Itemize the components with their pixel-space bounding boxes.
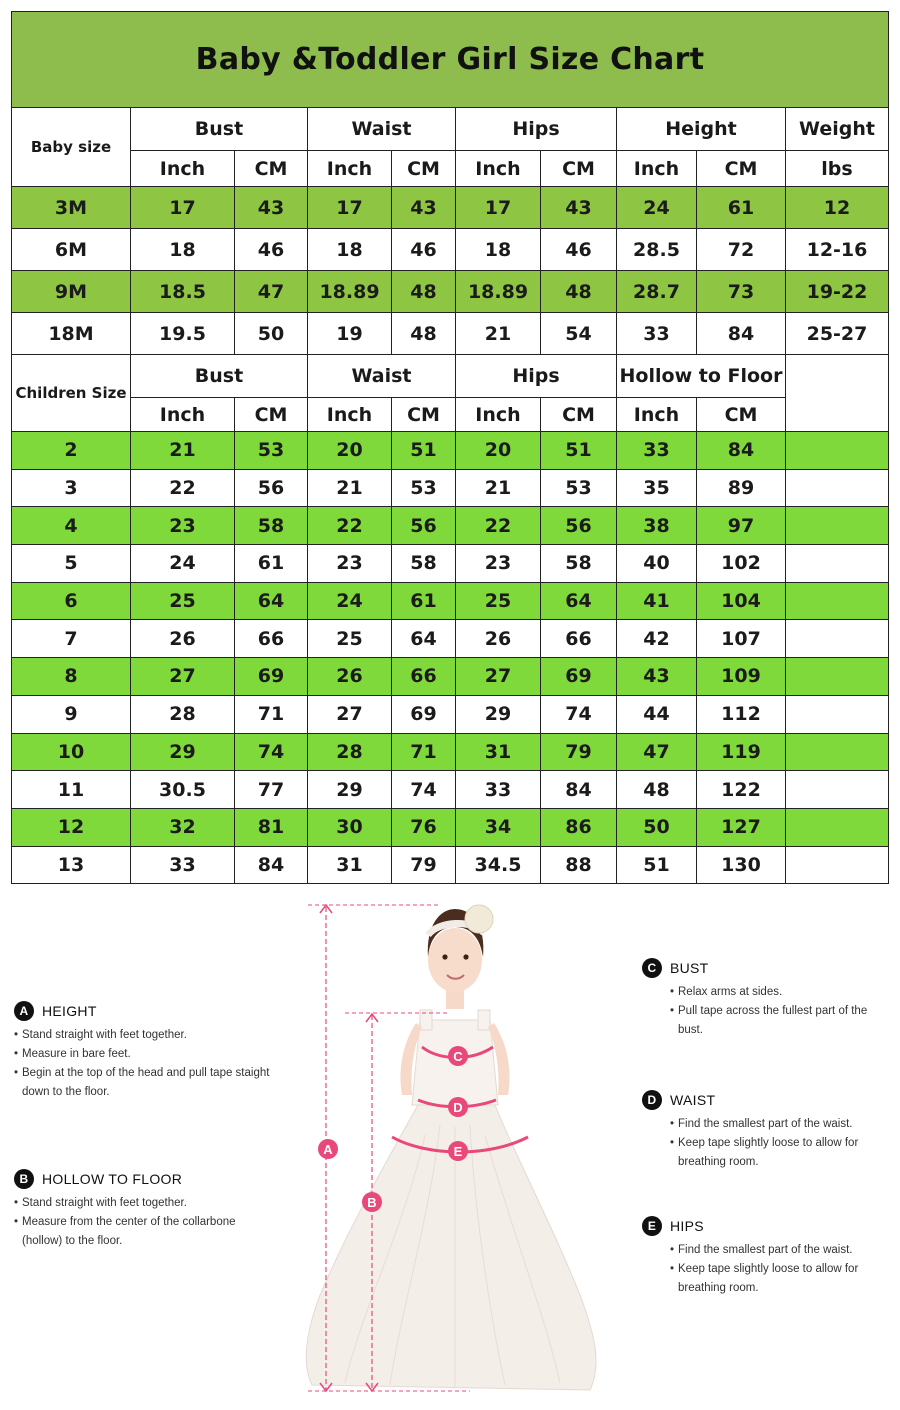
table-cell: 23 <box>131 507 235 545</box>
table-row <box>12 733 889 771</box>
table-cell: 127 <box>697 808 786 846</box>
size-label-cell: 13 <box>12 846 131 884</box>
table-cell: 18 <box>131 229 235 271</box>
empty-cell <box>786 733 889 771</box>
table-cell: 104 <box>697 582 786 620</box>
table-cell: 56 <box>541 507 617 545</box>
note-title: WAIST <box>670 1092 716 1108</box>
unit-header: CM <box>235 398 308 432</box>
table-cell: 33 <box>617 313 697 355</box>
table-cell: 69 <box>235 658 308 696</box>
unit-header: Inch <box>308 151 392 187</box>
note-point: • Stand straight with feet together. <box>14 1194 264 1213</box>
table-cell: 26 <box>131 620 235 658</box>
empty-cell <box>786 658 889 696</box>
table-cell: 73 <box>697 271 786 313</box>
table-row <box>12 187 889 229</box>
table-cell: 43 <box>541 187 617 229</box>
table-cell: 69 <box>541 658 617 696</box>
note-point: • Measure from the center of the collarbone (hollow) to the floor. <box>14 1213 264 1251</box>
baby-group-waist: Waist <box>308 108 456 151</box>
table-cell: 17 <box>308 187 392 229</box>
table-cell: 18.89 <box>308 271 392 313</box>
table-cell: 32 <box>131 808 235 846</box>
table-cell: 22 <box>308 507 392 545</box>
child-group-waist: Waist <box>308 355 456 398</box>
note-point: • Keep tape slightly loose to allow for breathing room. <box>670 1260 887 1298</box>
eye-left <box>442 954 447 959</box>
table-row <box>12 658 889 696</box>
table-cell: 53 <box>392 469 456 507</box>
table-cell: 69 <box>392 695 456 733</box>
table-cell: 66 <box>235 620 308 658</box>
table-cell: 44 <box>617 695 697 733</box>
table-cell: 43 <box>617 658 697 696</box>
table-cell: 88 <box>541 846 617 884</box>
table-cell: 109 <box>697 658 786 696</box>
table-row <box>12 545 889 583</box>
table-cell: 86 <box>541 808 617 846</box>
table-cell: 22 <box>131 469 235 507</box>
note-point: • Find the smallest part of the waist. <box>670 1115 887 1134</box>
note-hips <box>642 1216 887 1298</box>
table-cell: 21 <box>131 432 235 470</box>
empty-cell <box>786 432 889 470</box>
table-cell: 18.89 <box>456 271 541 313</box>
table-cell: 81 <box>235 808 308 846</box>
table-cell: 48 <box>392 271 456 313</box>
table-cell: 58 <box>392 545 456 583</box>
table-cell: 21 <box>308 469 392 507</box>
unit-header: Inch <box>131 398 235 432</box>
table-cell: 28.5 <box>617 229 697 271</box>
table-cell: 38 <box>617 507 697 545</box>
table-cell: 43 <box>392 187 456 229</box>
table-cell: 35 <box>617 469 697 507</box>
table-cell: 130 <box>697 846 786 884</box>
baby-group-weight: Weight <box>786 108 889 151</box>
table-cell: 17 <box>456 187 541 229</box>
letter-e-badge: E <box>642 1216 662 1236</box>
table-row <box>12 808 889 846</box>
table-cell: 29 <box>308 771 392 809</box>
size-label-cell: 2 <box>12 432 131 470</box>
table-row <box>12 469 889 507</box>
note-height <box>14 1001 274 1102</box>
table-cell: 25 <box>308 620 392 658</box>
table-cell: 89 <box>697 469 786 507</box>
note-point: • Measure in bare feet. <box>14 1045 274 1064</box>
table-cell: 71 <box>392 733 456 771</box>
table-cell: 97 <box>697 507 786 545</box>
size-label-cell: 5 <box>12 545 131 583</box>
baby-size-label: Baby size <box>12 108 131 187</box>
table-cell: 77 <box>235 771 308 809</box>
table-cell: 20 <box>308 432 392 470</box>
table-cell: 79 <box>392 846 456 884</box>
table-cell: 21 <box>456 469 541 507</box>
size-label-cell: 6 <box>12 582 131 620</box>
letter-c-badge: C <box>642 958 662 978</box>
size-label-cell: 3M <box>12 187 131 229</box>
table-cell: 119 <box>697 733 786 771</box>
note-point: • Relax arms at sides. <box>670 983 882 1002</box>
baby-group-hips: Hips <box>456 108 617 151</box>
table-cell: 19-22 <box>786 271 889 313</box>
table-cell: 64 <box>235 582 308 620</box>
table-cell: 18 <box>456 229 541 271</box>
empty-cell <box>786 507 889 545</box>
table-cell: 74 <box>541 695 617 733</box>
empty-cell <box>786 695 889 733</box>
note-title: HIPS <box>670 1218 704 1234</box>
size-label-cell: 11 <box>12 771 131 809</box>
unit-header: Inch <box>456 151 541 187</box>
table-cell: 50 <box>617 808 697 846</box>
table-row <box>12 582 889 620</box>
note-title: BUST <box>670 960 709 976</box>
letter-b-badge: B <box>14 1169 34 1189</box>
table-cell: 84 <box>697 432 786 470</box>
empty-cell <box>786 771 889 809</box>
table-cell: 41 <box>617 582 697 620</box>
table-cell: 18 <box>308 229 392 271</box>
unit-header: lbs <box>786 151 889 187</box>
size-chart-table <box>11 11 889 884</box>
table-cell: 28 <box>131 695 235 733</box>
empty-cell <box>786 620 889 658</box>
table-cell: 84 <box>235 846 308 884</box>
girl-dress-illustration <box>290 895 620 1400</box>
table-cell: 51 <box>541 432 617 470</box>
size-label-cell: 9 <box>12 695 131 733</box>
child-group-hips: Hips <box>456 355 617 398</box>
table-cell: 24 <box>131 545 235 583</box>
table-cell: 19.5 <box>131 313 235 355</box>
table-cell: 40 <box>617 545 697 583</box>
size-label-cell: 12 <box>12 808 131 846</box>
table-cell: 76 <box>392 808 456 846</box>
table-cell: 66 <box>392 658 456 696</box>
note-bust <box>642 958 882 1040</box>
table-row <box>12 507 889 545</box>
letter-d-badge: D <box>642 1090 662 1110</box>
table-cell: 84 <box>697 313 786 355</box>
note-title: HOLLOW TO FLOOR <box>42 1171 183 1187</box>
unit-header: Inch <box>617 151 697 187</box>
table-row <box>12 695 889 733</box>
table-cell: 33 <box>617 432 697 470</box>
table-cell: 64 <box>392 620 456 658</box>
table-cell: 74 <box>392 771 456 809</box>
table-cell: 61 <box>392 582 456 620</box>
table-cell: 12-16 <box>786 229 889 271</box>
table-cell: 46 <box>392 229 456 271</box>
table-row <box>12 846 889 884</box>
unit-header: Inch <box>131 151 235 187</box>
note-waist <box>642 1090 887 1172</box>
empty-cell <box>786 846 889 884</box>
table-cell: 26 <box>308 658 392 696</box>
table-row <box>12 620 889 658</box>
table-cell: 25-27 <box>786 313 889 355</box>
table-cell: 28.7 <box>617 271 697 313</box>
table-row <box>12 432 889 470</box>
empty-cell <box>786 808 889 846</box>
table-cell: 21 <box>456 313 541 355</box>
table-row <box>12 271 889 313</box>
child-group-hollow-to-floor: Hollow to Floor <box>617 355 786 398</box>
table-cell: 31 <box>308 846 392 884</box>
unit-header: CM <box>697 398 786 432</box>
table-row <box>12 313 889 355</box>
unit-header: CM <box>392 398 456 432</box>
children-rows <box>12 432 889 884</box>
table-cell: 56 <box>235 469 308 507</box>
table-cell: 64 <box>541 582 617 620</box>
unit-header: CM <box>541 398 617 432</box>
table-cell: 61 <box>235 545 308 583</box>
size-label-cell: 3 <box>12 469 131 507</box>
table-cell: 17 <box>131 187 235 229</box>
table-cell: 42 <box>617 620 697 658</box>
table-cell: 25 <box>456 582 541 620</box>
baby-group-height: Height <box>617 108 786 151</box>
table-cell: 47 <box>235 271 308 313</box>
table-cell: 71 <box>235 695 308 733</box>
note-point: • Stand straight with feet together. <box>14 1026 274 1045</box>
table-cell: 53 <box>541 469 617 507</box>
unit-header: Inch <box>308 398 392 432</box>
marker-d-label: D <box>453 1100 463 1115</box>
table-cell: 27 <box>131 658 235 696</box>
note-title: HEIGHT <box>42 1003 97 1019</box>
table-cell: 12 <box>786 187 889 229</box>
unit-header: CM <box>697 151 786 187</box>
marker-c-label: C <box>453 1049 463 1064</box>
table-cell: 72 <box>697 229 786 271</box>
note-point: • Pull tape across the fullest part of the bust. <box>670 1002 882 1040</box>
note-point: • Begin at the top of the head and pull tape staight down to the floor. <box>14 1064 274 1102</box>
table-cell: 19 <box>308 313 392 355</box>
table-cell: 26 <box>456 620 541 658</box>
child-group-bust: Bust <box>131 355 308 398</box>
table-cell: 51 <box>392 432 456 470</box>
table-cell: 102 <box>697 545 786 583</box>
table-cell: 31 <box>456 733 541 771</box>
table-cell: 79 <box>541 733 617 771</box>
table-cell: 50 <box>235 313 308 355</box>
table-cell: 43 <box>235 187 308 229</box>
chart-title: Baby &Toddler Girl Size Chart <box>12 12 889 108</box>
size-label-cell: 6M <box>12 229 131 271</box>
table-cell: 107 <box>697 620 786 658</box>
face <box>428 928 482 992</box>
children-size-label: Children Size <box>12 355 131 432</box>
note-point: • Find the smallest part of the waist. <box>670 1241 887 1260</box>
unit-header: CM <box>541 151 617 187</box>
table-cell: 27 <box>308 695 392 733</box>
marker-a-label: A <box>323 1142 333 1157</box>
table-cell: 74 <box>235 733 308 771</box>
table-cell: 51 <box>617 846 697 884</box>
unit-header: CM <box>235 151 308 187</box>
table-cell: 48 <box>617 771 697 809</box>
table-cell: 46 <box>541 229 617 271</box>
table-cell: 25 <box>131 582 235 620</box>
table-cell: 47 <box>617 733 697 771</box>
table-cell: 28 <box>308 733 392 771</box>
table-cell: 24 <box>308 582 392 620</box>
table-cell: 56 <box>392 507 456 545</box>
table-cell: 34.5 <box>456 846 541 884</box>
table-row <box>12 229 889 271</box>
table-cell: 48 <box>392 313 456 355</box>
table-cell: 112 <box>697 695 786 733</box>
hair-flower <box>465 905 493 933</box>
table-cell: 33 <box>456 771 541 809</box>
size-label-cell: 10 <box>12 733 131 771</box>
table-cell: 18.5 <box>131 271 235 313</box>
table-cell: 53 <box>235 432 308 470</box>
table-cell: 34 <box>456 808 541 846</box>
letter-a-badge: A <box>14 1001 34 1021</box>
note-point: • Keep tape slightly loose to allow for breathing room. <box>670 1134 887 1172</box>
table-cell: 58 <box>541 545 617 583</box>
table-cell: 122 <box>697 771 786 809</box>
table-cell: 66 <box>541 620 617 658</box>
table-row <box>12 771 889 809</box>
baby-rows <box>12 187 889 355</box>
table-cell: 84 <box>541 771 617 809</box>
table-cell: 27 <box>456 658 541 696</box>
size-label-cell: 8 <box>12 658 131 696</box>
marker-b-label: B <box>367 1195 377 1210</box>
table-cell: 46 <box>235 229 308 271</box>
eye-right <box>463 954 468 959</box>
size-label-cell: 9M <box>12 271 131 313</box>
table-cell: 24 <box>617 187 697 229</box>
table-cell: 23 <box>308 545 392 583</box>
table-cell: 61 <box>697 187 786 229</box>
marker-e-label: E <box>453 1144 463 1159</box>
table-cell: 58 <box>235 507 308 545</box>
table-cell: 54 <box>541 313 617 355</box>
table-cell: 23 <box>456 545 541 583</box>
empty-header-cell <box>786 355 889 432</box>
empty-cell <box>786 545 889 583</box>
size-label-cell: 18M <box>12 313 131 355</box>
table-cell: 29 <box>131 733 235 771</box>
empty-cell <box>786 469 889 507</box>
table-cell: 48 <box>541 271 617 313</box>
unit-header: Inch <box>617 398 697 432</box>
table-cell: 30.5 <box>131 771 235 809</box>
size-label-cell: 7 <box>12 620 131 658</box>
unit-header: Inch <box>456 398 541 432</box>
table-cell: 33 <box>131 846 235 884</box>
baby-group-bust: Bust <box>131 108 308 151</box>
unit-header: CM <box>392 151 456 187</box>
measurement-guide <box>0 895 900 1410</box>
size-label-cell: 4 <box>12 507 131 545</box>
table-cell: 30 <box>308 808 392 846</box>
table-cell: 22 <box>456 507 541 545</box>
table-cell: 29 <box>456 695 541 733</box>
table-cell: 20 <box>456 432 541 470</box>
empty-cell <box>786 582 889 620</box>
note-hollow-to-floor <box>14 1169 264 1251</box>
